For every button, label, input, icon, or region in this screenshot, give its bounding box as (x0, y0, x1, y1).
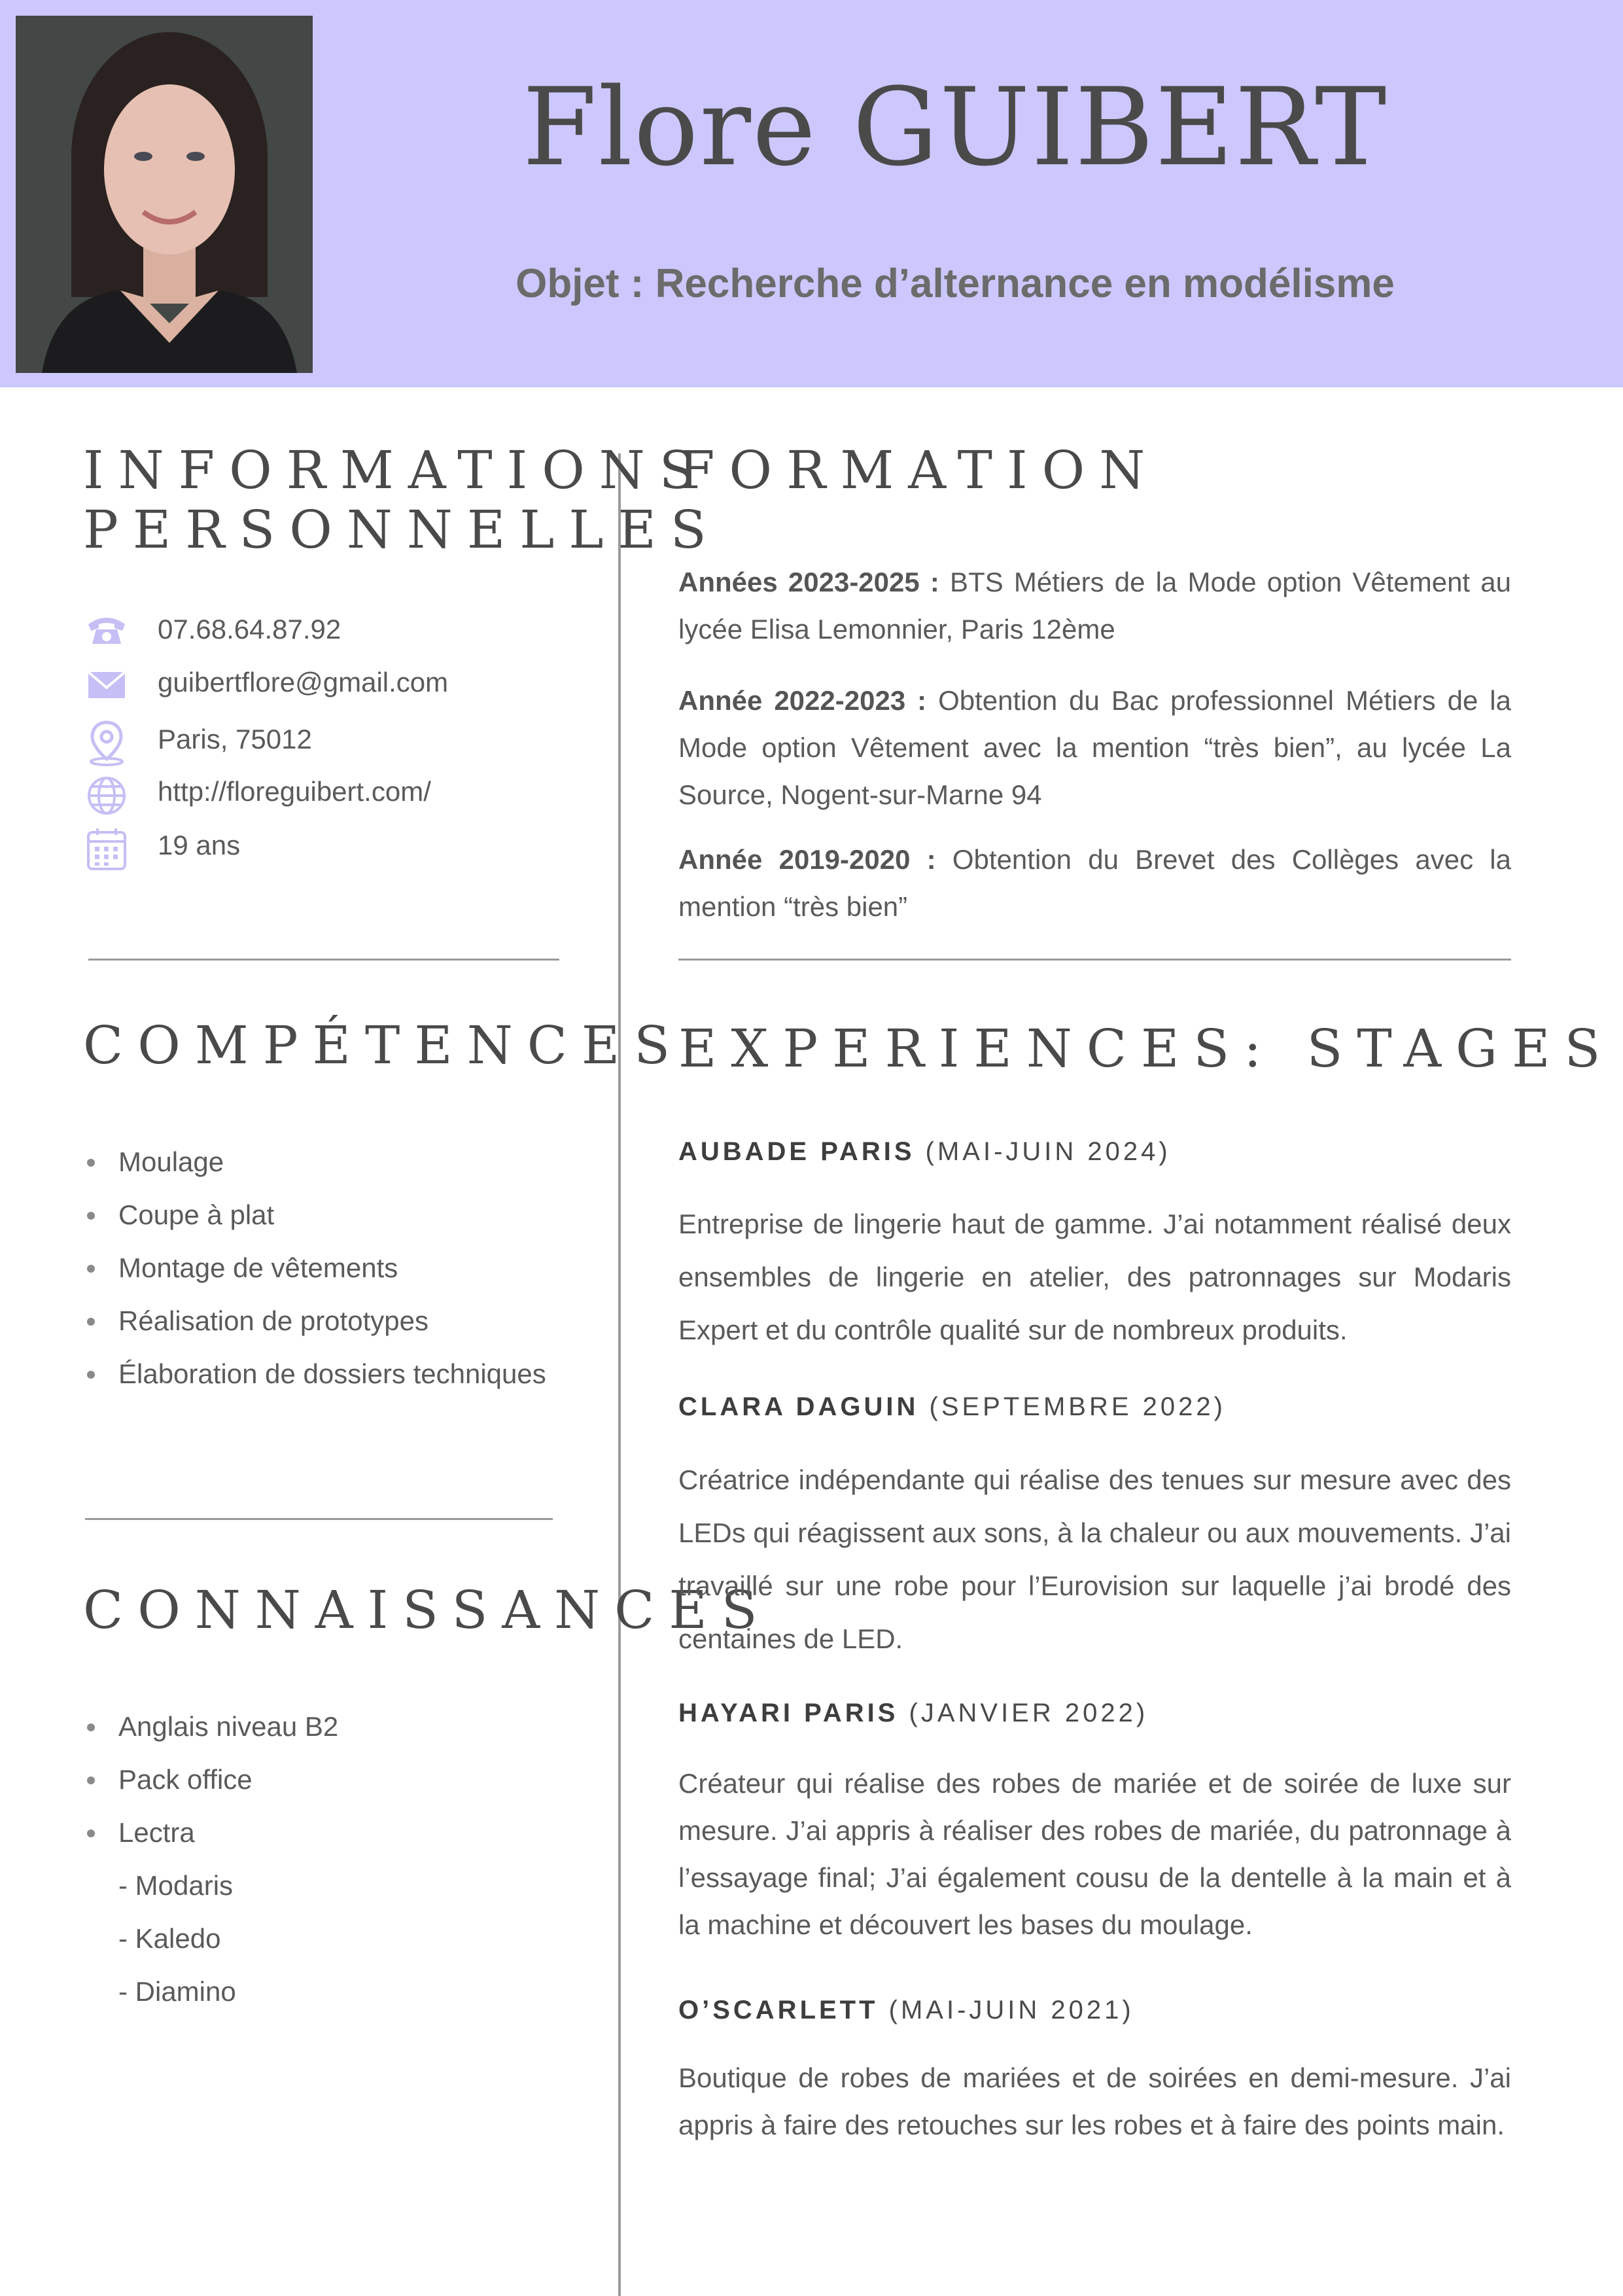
list-item: Réalisation de prototypes (82, 1294, 546, 1347)
list-item: Montage de vêtements (82, 1241, 546, 1294)
list-subitem: - Diamino (118, 1976, 236, 2007)
personal-info-heading-line2: PERSONNELLES (83, 499, 721, 560)
job-title (678, 1392, 1226, 1422)
list-item: Moulage (82, 1135, 546, 1188)
job-description: Créatrice indépendante qui réalise des tenues sur mesure avec des LEDs qui réagissent aux sons, à la chaleur ou aux mouvements. J’ai travaillé sur une robe pour l’Eurovision sur laquelle j’ai brodé des centaines de LED. (678, 1464, 1511, 1654)
phone-number: 07.68.64.87.92 (158, 614, 341, 645)
education-description: Obtention du Brevet des Collèges avec la mention “très bien” (678, 844, 1511, 922)
contact-phone (82, 610, 605, 662)
list-subitem: - Kaledo (118, 1923, 221, 1954)
age-text: 19 ans (158, 830, 241, 860)
contact-age (82, 826, 605, 878)
globe-icon (84, 772, 129, 819)
experience-heading: EXPERIENCES: STAGES (678, 1018, 1615, 1079)
list-item: Pack office (82, 1753, 338, 1806)
list-item: Coupe à plat (82, 1188, 546, 1241)
company-name: CLARA DAGUIN (678, 1392, 919, 1421)
job-title (678, 1137, 1171, 1167)
job-title (678, 1996, 1134, 2025)
company-name: AUBADE PARIS (678, 1137, 915, 1166)
phone-icon (84, 610, 129, 657)
education-entry (678, 836, 1511, 930)
education-heading: FORMATION (678, 440, 1160, 501)
separator-skills (85, 1518, 553, 1520)
job-description: Créateur qui réalise des robes de mariée et de soirée de luxe sur mesure. J’ai appris à réaliser des robes de mariée, du patronnage à l’essayage final; J’ai également cousu de la dentelle à la main et à la machine et découvert les bases du moulage. (678, 1768, 1511, 1940)
skills-heading: COMPÉTENCES (83, 1015, 685, 1076)
knowledge-list (82, 1700, 338, 2018)
profile-photo (16, 16, 313, 373)
list-subitem: - Modaris (118, 1870, 234, 1901)
calendar-icon (84, 826, 129, 873)
list-item: Élaboration de dossiers techniques (82, 1347, 546, 1400)
list-item: Anglais niveau B2 (82, 1700, 338, 1753)
column-divider (618, 453, 621, 2296)
location-text: Paris, 75012 (158, 724, 312, 754)
contact-location (82, 720, 605, 772)
company-name: HAYARI PARIS (678, 1699, 899, 1727)
contact-website (82, 772, 605, 824)
separator-education (678, 959, 1511, 961)
knowledge-heading: CONNAISSANCES (83, 1580, 772, 1640)
job-dates: (JANVIER 2022) (898, 1699, 1149, 1727)
education-entry (678, 677, 1511, 819)
education-description: BTS Métiers de la Mode option Vêtement au lycée Elisa Lemonnier, Paris 12ème (678, 567, 1511, 645)
job-dates: (SEPTEMBRE 2022) (918, 1392, 1226, 1421)
education-description: Obtention du Bac professionnel Métiers de la Mode option Vêtement avec la mention “très bien”, au lycée La Source, Nogent-sur-Marne 94 (678, 685, 1511, 810)
company-name: O’SCARLETT (678, 1996, 879, 2024)
skills-list (82, 1135, 546, 1400)
list-item: Lectra (82, 1806, 338, 1859)
job-dates: (MAI-JUIN 2024) (915, 1137, 1171, 1166)
job-dates: (MAI-JUIN 2021) (878, 1996, 1134, 2024)
mail-icon (84, 663, 129, 710)
education-period: Année 2019-2020 : (678, 844, 936, 875)
contact-email (82, 663, 605, 715)
email-address: guibertflore@gmail.com (158, 667, 449, 698)
application-subject: Objet : Recherche d’alternance en modélisme (515, 261, 1395, 306)
candidate-name: Flore GUIBERT (522, 65, 1388, 190)
separator-personal (88, 959, 559, 961)
website-url: http://floreguibert.com/ (158, 776, 431, 807)
education-entry (678, 559, 1511, 653)
job-description: Entreprise de lingerie haut de gamme. J’ai notamment réalisé deux ensembles de lingerie en atelier, des patronnages sur Modaris Expert et du contrôle qualité sur de nombreux produits. (678, 1209, 1511, 1345)
education-period: Année 2022-2023 : (678, 685, 927, 716)
education-period: Années 2023-2025 : (678, 567, 939, 597)
header-banner (0, 0, 1623, 387)
job-description: Boutique de robes de mariées et de soirées en demi-mesure. J’ai appris à faire des retouches sur les robes et à faire des points main. (678, 2062, 1511, 2140)
location-pin-icon (84, 720, 129, 767)
job-title (678, 1699, 1148, 1728)
personal-info-heading-line1: INFORMATIONS (83, 440, 710, 501)
